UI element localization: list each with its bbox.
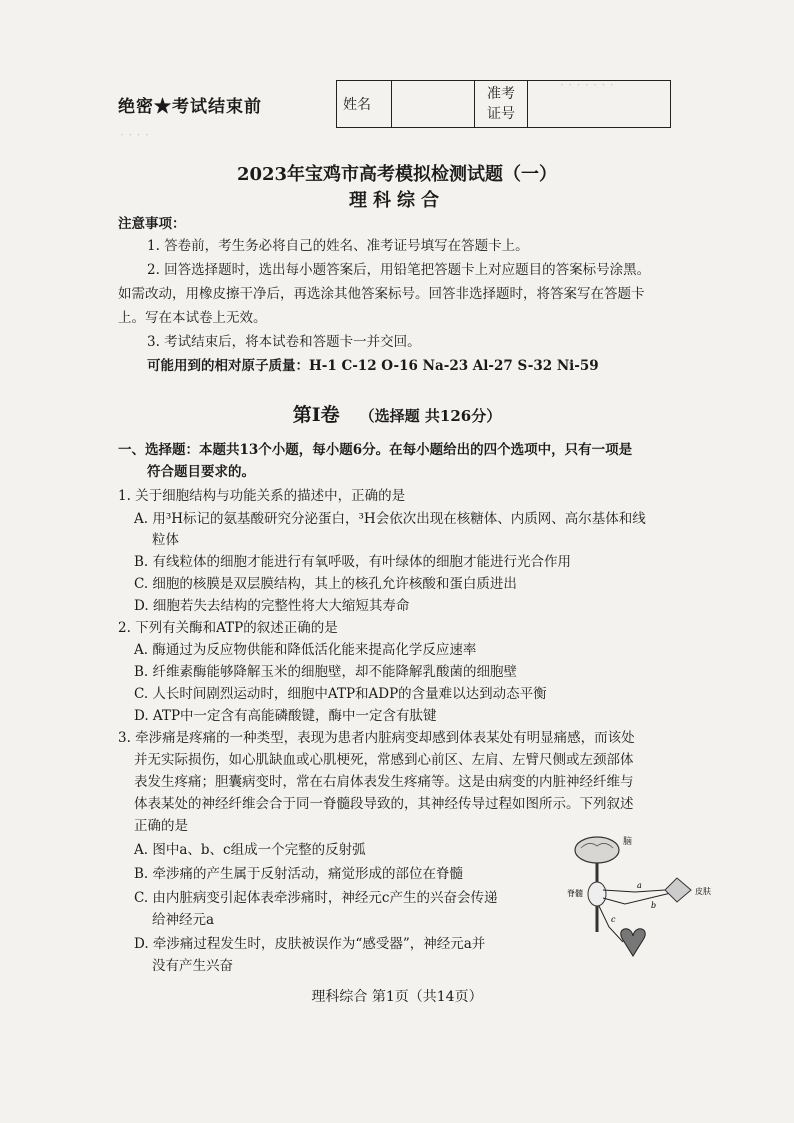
atomic-mass-line: 可能用到的相对原子质量：H-1 C-12 O-16 Na-23 Al-27 S-32 Ni-59 bbox=[147, 358, 599, 374]
confidential-label: 绝密★考试结束前 bbox=[118, 97, 262, 117]
name-label: 姓名 bbox=[337, 81, 392, 128]
referred-pain-diagram bbox=[565, 832, 725, 967]
exam-title: 2023年宝鸡市高考模拟检测试题（一） bbox=[236, 164, 558, 185]
question-2-option-d: D. ATP中一定含有高能磷酸键，酶中一定含有肽键 bbox=[134, 708, 437, 724]
neuron-b-label: b bbox=[651, 901, 657, 910]
neuron-c bbox=[599, 906, 623, 942]
ticket-number-field[interactable] bbox=[528, 81, 671, 128]
ticket-label: 准考 证号 bbox=[475, 81, 528, 128]
instructions: 一、选择题：本题共13个小题，每小题6分。在每小题给出的四个选项中，只有一项是 bbox=[118, 442, 633, 458]
bleed-through-text: · · · · · · · bbox=[560, 78, 614, 93]
question-1-option-c: C. 细胞的核膜是双层膜结构，其上的核孔允许核酸和蛋白质进出 bbox=[134, 576, 517, 592]
neuron-a-label: a bbox=[637, 881, 642, 890]
question-1-option-a: A. 用³H标记的氨基酸研究分泌蛋白，³H会依次出现在核糖体、内质网、高尔基体和线 bbox=[134, 511, 646, 527]
section-heading: 第Ⅰ卷 （选择题 共126分） bbox=[292, 404, 502, 426]
question-3-stem-cont: 正确的是 bbox=[134, 818, 188, 834]
notice-item-2-cont: 上。写在本试卷上无效。 bbox=[118, 310, 267, 326]
notice-item-2-cont: 如需改动，用橡皮擦干净后，再选涂其他答案标号。回答非选择题时，将答案写在答题卡 bbox=[118, 286, 645, 302]
notice-item-1: 1. 答卷前，考生务必将自己的姓名、准考证号填写在答题卡上。 bbox=[147, 238, 529, 254]
exam-subject: 理科综合 bbox=[349, 190, 445, 211]
brain-label: 脑 bbox=[623, 837, 633, 847]
candidate-info-box bbox=[336, 80, 671, 128]
heart-organ bbox=[621, 929, 645, 956]
question-1-option-a-cont: 粒体 bbox=[152, 532, 179, 548]
question-3-option-b: B. 牵涉痛的产生属于反射活动，痛觉形成的部位在脊髓 bbox=[134, 866, 464, 882]
question-3-stem-cont: 并无实际损伤，如心肌缺血或心肌梗死，常感到心前区、左肩、左臂尺侧或左颈部体 bbox=[134, 752, 634, 768]
notice-item-3: 3. 考试结束后，将本试卷和答题卡一并交回。 bbox=[147, 334, 421, 350]
neuron-c-label: c bbox=[611, 915, 616, 924]
page-footer: 理科综合 第1页（共14页） bbox=[311, 989, 483, 1005]
question-3-option-d: D. 牵涉痛过程发生时，皮肤被误作为“感受器”，神经元a并 bbox=[134, 936, 486, 952]
instructions-cont: 符合题目要求的。 bbox=[147, 464, 255, 480]
brain-shape bbox=[575, 837, 619, 863]
question-2-option-b: B. 纤维素酶能够降解玉米的细胞壁，却不能降解乳酸菌的细胞壁 bbox=[134, 664, 518, 680]
name-field[interactable] bbox=[392, 81, 475, 128]
spinal-segment bbox=[588, 882, 606, 906]
spinal-label: 脊髓 bbox=[567, 889, 583, 898]
question-3-stem-cont: 体表某处的神经纤维会合于同一脊髓段导致的，其神经传导过程如图所示。下列叙述 bbox=[134, 796, 634, 812]
notice-heading: 注意事项： bbox=[118, 216, 186, 232]
question-3-option-d-cont: 没有产生兴奋 bbox=[152, 958, 233, 974]
question-2-option-a: A. 酶通过为反应物供能和降低活化能来提高化学反应速率 bbox=[134, 642, 477, 658]
question-3-option-c: C. 由内脏病变引起体表牵涉痛时，神经元c产生的兴奋会传递 bbox=[134, 890, 498, 906]
bleed-through-text: · · · · bbox=[120, 128, 149, 143]
question-3-stem: 3. 牵涉痛是疼痛的一种类型，表现为患者内脏病变却感到体表某处有明显痛感，而该处 bbox=[118, 730, 635, 746]
question-3-stem-cont: 表发生疼痛；胆囊病变时，常在右肩体表发生疼痛等。这是由病变的内脏神经纤维与 bbox=[134, 774, 634, 790]
neuron-b bbox=[603, 892, 675, 904]
notice-item-2: 2. 回答选择题时，选出每小题答案后，用铅笔把答题卡上对应题目的答案标号涂黑。 bbox=[147, 262, 651, 278]
question-2-stem: 2. 下列有关酶和ATP的叙述正确的是 bbox=[118, 620, 338, 636]
neuron-a bbox=[603, 890, 665, 892]
question-1-option-b: B. 有线粒体的细胞才能进行有氧呼吸，有叶绿体的细胞才能进行光合作用 bbox=[134, 554, 572, 570]
skin-shape bbox=[665, 878, 691, 902]
question-2-option-c: C. 人长时间剧烈运动时，细胞中ATP和ADP的含量难以达到动态平衡 bbox=[134, 686, 547, 702]
question-1-stem: 1. 关于细胞结构与功能关系的描述中，正确的是 bbox=[118, 488, 406, 504]
question-3-option-a: A. 图中a、b、c组成一个完整的反射弧 bbox=[134, 842, 366, 858]
question-1-option-d: D. 细胞若失去结构的完整性将大大缩短其寿命 bbox=[134, 598, 410, 614]
skin-label: 皮肤 bbox=[695, 887, 711, 896]
question-3-option-c-cont: 给神经元a bbox=[152, 912, 215, 928]
